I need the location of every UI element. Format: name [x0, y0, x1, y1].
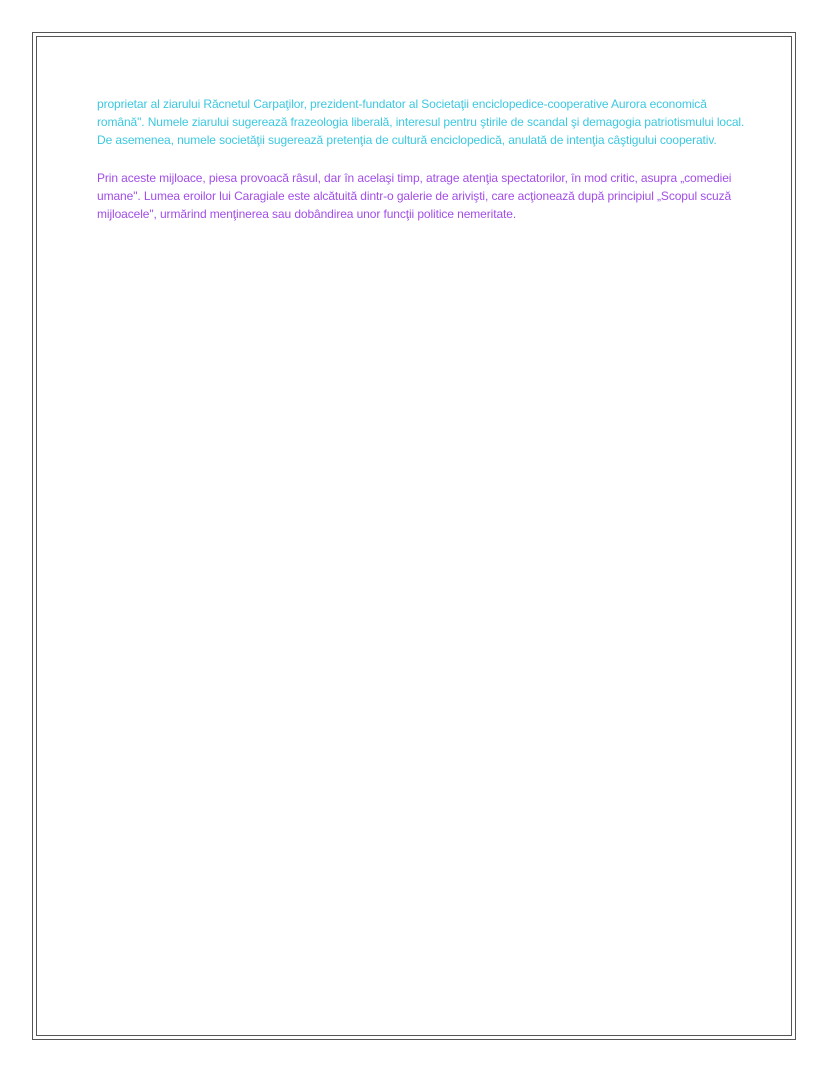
- paragraph-2: Prin aceste mijloace, piesa provoacă râsul, dar în acelaşi timp, atrage atenţia spectatorilor, în mod critic, asupra „comediei umane". Lumea eroilor lui Caragiale este alcătuită dintr-o galerie de arivişti, care acţionează după principiul „Scopul scuză mijloacele", urmărind menţinerea sau dobândirea unor funcţii politice nemeritate.: [97, 171, 732, 221]
- page-content: [97, 95, 757, 223]
- paragraph-1: proprietar al ziarului Răcnetul Carpaţilor, prezident-fundator al Societaţii enciclopedice-cooperative Aurora economică română". Numele ziarului sugerează frazeologia liberală, interesul pentru ştirile de scandal şi demagogia patriotismului local. De asemenea, numele societăţii sugerează pretenţia de cultură enciclopedică, anulată de intenţia câştigului cooperativ.: [97, 97, 745, 147]
- page-frame: [32, 32, 796, 1040]
